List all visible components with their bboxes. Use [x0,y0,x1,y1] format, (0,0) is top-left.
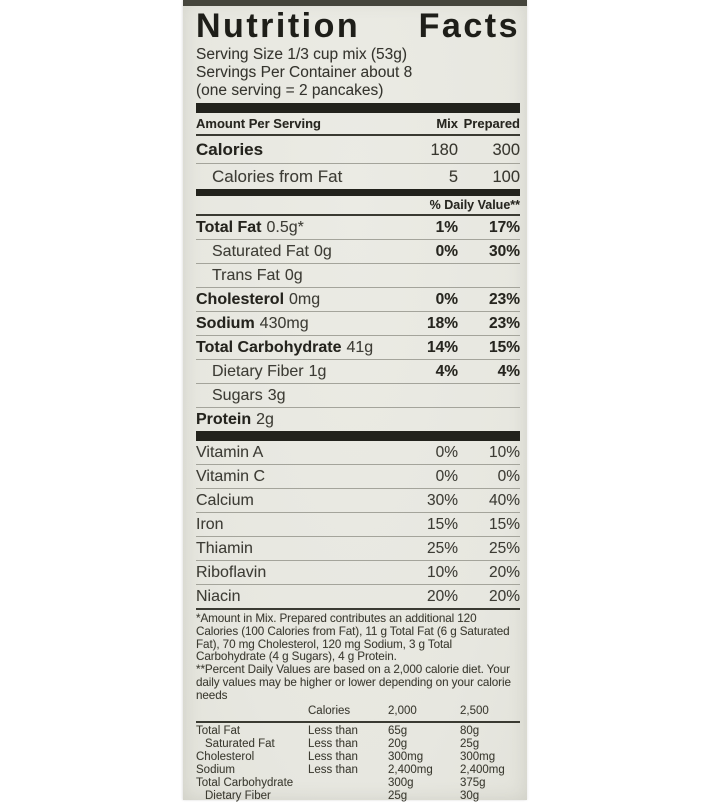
prepared-value: 23% [488,315,520,332]
nutrient-name: Saturated Fat [212,243,309,260]
mix-value: 10% [426,564,458,581]
nutrient-amount: 0mg [289,291,321,308]
vitamin-name: Riboflavin [196,564,267,581]
reference-2500-value: 25g [460,737,480,750]
reference-qualifier: Less than [308,763,358,776]
reference-table-header-row [196,705,520,723]
mix-value: 0% [435,243,458,260]
calories-from-fat-mix-value: 5 [448,168,458,186]
nutrient-row-trans-fat [196,264,520,288]
column-headers [400,117,520,131]
nutrient-amount: 3g [267,387,286,404]
label-title: Nutrition Facts [196,7,520,45]
prepared-value: 20% [488,588,520,605]
reference-2500-value: 80g [460,724,480,737]
reference-2500-value: 300mg [460,750,496,763]
reference-qualifier [308,777,388,790]
column-header-row [196,113,520,136]
mix-column-header: Mix [436,116,458,131]
reference-qualifier: Less than [308,737,358,750]
mix-value: 4% [435,363,458,380]
reference-2000-value: 300mg [388,750,424,763]
nutrient-name: Cholesterol [196,291,285,308]
prepared-value: 17% [488,219,520,236]
vitamin-row-niacin [196,585,520,610]
mix-value: 0% [435,444,458,461]
reference-2500-value: 375g [460,776,486,789]
nutrient-amount: 2g [256,411,274,428]
reference-row-saturated-fat [196,738,520,751]
reference-2000-value: 25g [388,789,408,802]
reference-qualifier [308,790,388,803]
vitamin-name: Calcium [196,492,254,509]
nutrition-facts-label [183,0,527,800]
prepared-value: 4% [497,363,520,380]
mix-value: 18% [426,315,458,332]
servings-per-container-line: Servings Per Container about 8 [196,64,413,81]
thick-divider-bar [196,189,520,196]
mix-value: 30% [426,492,458,509]
calories-label: Calories [196,140,264,159]
nutrient-amount: 0.5g* [266,219,304,236]
prepared-value: 40% [488,492,520,509]
reference-2500-header: 2,500 [460,704,489,717]
calories-from-fat-label: Calories from Fat [212,167,343,186]
nutrient-amount: 1g [308,363,327,380]
thick-divider-bar [196,431,520,441]
nutrient-name: Trans Fat [212,267,280,284]
nutrient-name: Sodium [196,315,255,332]
reference-calories-header: Calories [308,704,351,717]
daily-value-reference-table [196,705,520,803]
vitamin-name: Thiamin [196,540,253,557]
reference-label: Sodium [196,763,235,776]
prepared-value: 20% [488,564,520,581]
prepared-value: 10% [488,444,520,461]
nutrient-amount: 430mg [259,315,309,332]
nutrient-row-total-carbohydrate [196,336,520,360]
reference-label: Total Carbohydrate [196,776,294,789]
prepared-value: 23% [488,291,520,308]
serving-size-line: Serving Size 1/3 cup mix (53g) [196,46,408,63]
percent-daily-value-header: % Daily Value** [196,196,520,216]
reference-qualifier: Less than [308,750,358,763]
calories-from-fat-row [196,164,520,189]
footnote-percent-daily-values: **Percent Daily Values are based on a 2,000 calorie diet. Your daily values may be higher or lower depending on your calorie needs [196,663,511,702]
nutrient-name: Sugars [212,387,263,404]
calories-row [196,136,520,164]
mix-value: 1% [435,219,458,236]
calories-mix-value: 180 [430,141,458,159]
reference-qualifier: Less than [308,724,358,737]
reference-row-dietary-fiber [196,790,520,803]
vitamin-row-vitamin-a [196,441,520,465]
reference-label: Saturated Fat [205,737,275,750]
vitamin-row-vitamin-c [196,465,520,489]
vitamin-name: Vitamin C [196,468,266,485]
calories-prepared-value: 300 [492,141,520,159]
reference-label: Total Fat [196,724,241,737]
reference-row-total-carbohydrate [196,777,520,790]
mix-value: 0% [435,468,458,485]
prepared-value: 25% [488,540,520,557]
prepared-column-header: Prepared [463,116,520,131]
serving-note-line: (one serving = 2 pancakes) [196,82,384,99]
nutrient-name: Dietary Fiber [212,363,304,380]
mix-value: 20% [426,588,458,605]
nutrient-row-total-fat [196,216,520,240]
nutrient-row-cholesterol [196,288,520,312]
mix-value: 0% [435,291,458,308]
reference-2000-value: 300g [388,776,414,789]
amount-per-serving-header: Amount Per Serving [196,116,321,131]
prepared-value: 15% [488,339,520,356]
prepared-value: 0% [497,468,520,485]
prepared-value: 30% [488,243,520,260]
nutrient-row-dietary-fiber [196,360,520,384]
nutrient-name: Total Carbohydrate [196,339,342,356]
reference-2000-value: 20g [388,737,408,750]
nutrient-amount: 41g [346,339,374,356]
nutrient-amount: 0g [313,243,332,260]
calories-from-fat-prepared-value: 100 [492,168,520,186]
nutrient-name: Total Fat [196,219,262,236]
package-edge-band [183,0,527,6]
reference-2000-header: 2,000 [388,704,417,717]
vitamin-row-riboflavin [196,561,520,585]
thick-divider-bar [196,103,520,113]
nutrient-row-sugars [196,384,520,408]
reference-2500-value: 2,400mg [460,763,505,776]
vitamin-row-thiamin [196,537,520,561]
reference-2000-value: 2,400mg [388,763,433,776]
nutrient-row-sodium [196,312,520,336]
nutrient-name: Protein [196,411,252,428]
nutrient-row-protein [196,408,520,431]
prepared-value: 15% [488,516,520,533]
nutrient-amount: 0g [284,267,303,284]
mix-value: 25% [426,540,458,557]
vitamin-name: Vitamin A [196,444,264,461]
reference-label: Cholesterol [196,750,255,763]
reference-label: Dietary Fiber [205,789,271,802]
vitamin-row-iron [196,513,520,537]
nutrient-row-saturated-fat [196,240,520,264]
footnotes [196,613,520,703]
reference-row-sodium [196,764,520,777]
mix-value: 14% [426,339,458,356]
vitamin-name: Niacin [196,588,241,605]
serving-info [196,46,520,100]
reference-2500-value: 30g [460,789,480,802]
footnote-amount-in-mix: *Amount in Mix. Prepared contributes an additional 120 Calories (100 Calories from Fat), 11 g Total Fat (6 g Saturated Fat), 70 mg Cholesterol, 120 mg Sodium, 3 g Total Carbohydrate (4 g Sugars), 4 g Protein. [196,612,510,664]
vitamin-name: Iron [196,516,224,533]
reference-2000-value: 65g [388,724,408,737]
vitamin-row-calcium [196,489,520,513]
mix-value: 15% [426,516,458,533]
reference-row-total-fat [196,725,520,738]
reference-row-cholesterol [196,751,520,764]
